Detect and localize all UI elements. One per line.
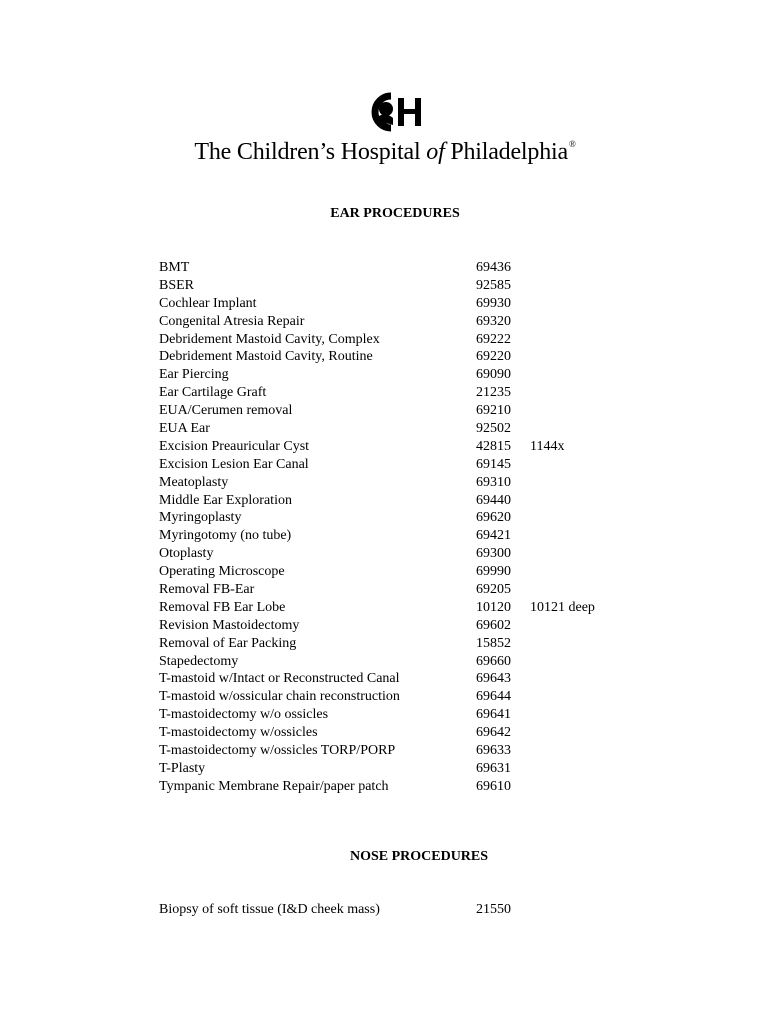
- procedure-name: EUA/Cerumen removal: [159, 403, 293, 419]
- procedure-code: 69633: [476, 743, 511, 759]
- procedure-name: Cochlear Implant: [159, 295, 257, 311]
- procedure-name: Ear Cartilage Graft: [159, 385, 267, 401]
- procedure-code: 69222: [476, 331, 511, 347]
- wordmark-of: of: [426, 139, 445, 165]
- procedure-note: 1144x: [530, 438, 565, 454]
- procedure-code: 69660: [476, 653, 511, 669]
- procedure-name: T-mastoidectomy w/o ossicles: [159, 707, 329, 723]
- procedure-code: 42815: [476, 438, 511, 454]
- procedure-code: 69320: [476, 313, 511, 329]
- procedure-code: 69090: [476, 367, 511, 383]
- procedure-code: 69436: [476, 260, 511, 275]
- procedure-code: 69930: [476, 295, 511, 311]
- procedure-code: 15852: [476, 635, 511, 651]
- procedure-name: Excision Lesion Ear Canal: [159, 456, 309, 472]
- procedure-name: EUA Ear: [159, 421, 210, 437]
- procedure-code: 69642: [476, 725, 511, 741]
- wordmark-part-1: The Children’s Hospital: [194, 139, 427, 165]
- ear-procedures-heading: EAR PROCEDURES: [330, 206, 460, 221]
- procedure-name: Debridement Mastoid Cavity, Complex: [159, 331, 380, 347]
- procedure-code: 69145: [476, 456, 511, 472]
- procedure-code: 10120: [476, 599, 511, 615]
- procedure-code: 69990: [476, 564, 511, 580]
- procedure-name: Revision Mastoidectomy: [159, 617, 300, 633]
- procedure-code: 69620: [476, 510, 511, 526]
- chop-logo-icon: [365, 92, 425, 132]
- procedure-name: Middle Ear Exploration: [159, 492, 292, 508]
- procedure-code: 69631: [476, 760, 511, 776]
- procedure-name: Debridement Mastoid Cavity, Routine: [159, 349, 373, 365]
- procedure-name: Removal FB-Ear: [159, 582, 255, 598]
- procedure-code: 69440: [476, 492, 511, 508]
- hospital-wordmark: [0, 139, 770, 166]
- procedure-note: 10121 deep: [530, 599, 595, 615]
- procedure-name: BSER: [159, 277, 195, 293]
- procedure-code: 69602: [476, 617, 511, 633]
- procedure-name: Stapedectomy: [159, 653, 239, 669]
- registered-mark: ®: [568, 139, 576, 149]
- procedure-name: Removal FB Ear Lobe: [159, 599, 286, 615]
- procedure-name: Congenital Atresia Repair: [159, 313, 305, 329]
- procedure-name: T-mastoidectomy w/ossicles TORP/PORP: [159, 743, 396, 759]
- procedure-code: 21550: [476, 902, 511, 917]
- procedure-code: 69644: [476, 689, 511, 705]
- procedure-name: T-mastoid w/ossicular chain reconstruction: [159, 689, 400, 705]
- procedure-code: 69421: [476, 528, 511, 544]
- procedure-name: Excision Preauricular Cyst: [159, 438, 310, 454]
- procedure-code: 69643: [476, 671, 511, 687]
- procedure-name: BMT: [159, 260, 190, 275]
- procedure-name: Removal of Ear Packing: [159, 635, 297, 651]
- procedure-code: 69641: [476, 707, 511, 723]
- procedure-code: 69310: [476, 474, 511, 490]
- procedure-code: 69610: [476, 778, 511, 794]
- procedure-code: 92502: [476, 421, 511, 437]
- procedure-code: 69300: [476, 546, 511, 562]
- procedure-name: Operating Microscope: [159, 564, 285, 580]
- procedure-name: Myringoplasty: [159, 510, 242, 526]
- procedure-code: 21235: [476, 385, 511, 401]
- procedure-name: Meatoplasty: [159, 474, 229, 490]
- procedure-name: T-Plasty: [159, 760, 206, 776]
- procedure-name: Tympanic Membrane Repair/paper patch: [159, 778, 389, 794]
- procedure-code: 69205: [476, 582, 511, 598]
- procedure-name: Ear Piercing: [159, 367, 229, 383]
- procedure-code: 92585: [476, 277, 511, 293]
- procedure-name: Myringotomy (no tube): [159, 528, 292, 544]
- procedure-name: T-mastoidectomy w/ossicles: [159, 725, 318, 741]
- nose-procedures-heading: NOSE PROCEDURES: [349, 849, 489, 864]
- procedure-name: T-mastoid w/Intact or Reconstructed Canal: [159, 671, 400, 687]
- procedure-code: 69220: [476, 349, 511, 365]
- procedure-name: Biopsy of soft tissue (I&D cheek mass): [159, 902, 380, 917]
- procedure-name: Otoplasty: [159, 546, 214, 562]
- procedure-code: 69210: [476, 403, 511, 419]
- wordmark-part-2: Philadelphia: [444, 139, 568, 165]
